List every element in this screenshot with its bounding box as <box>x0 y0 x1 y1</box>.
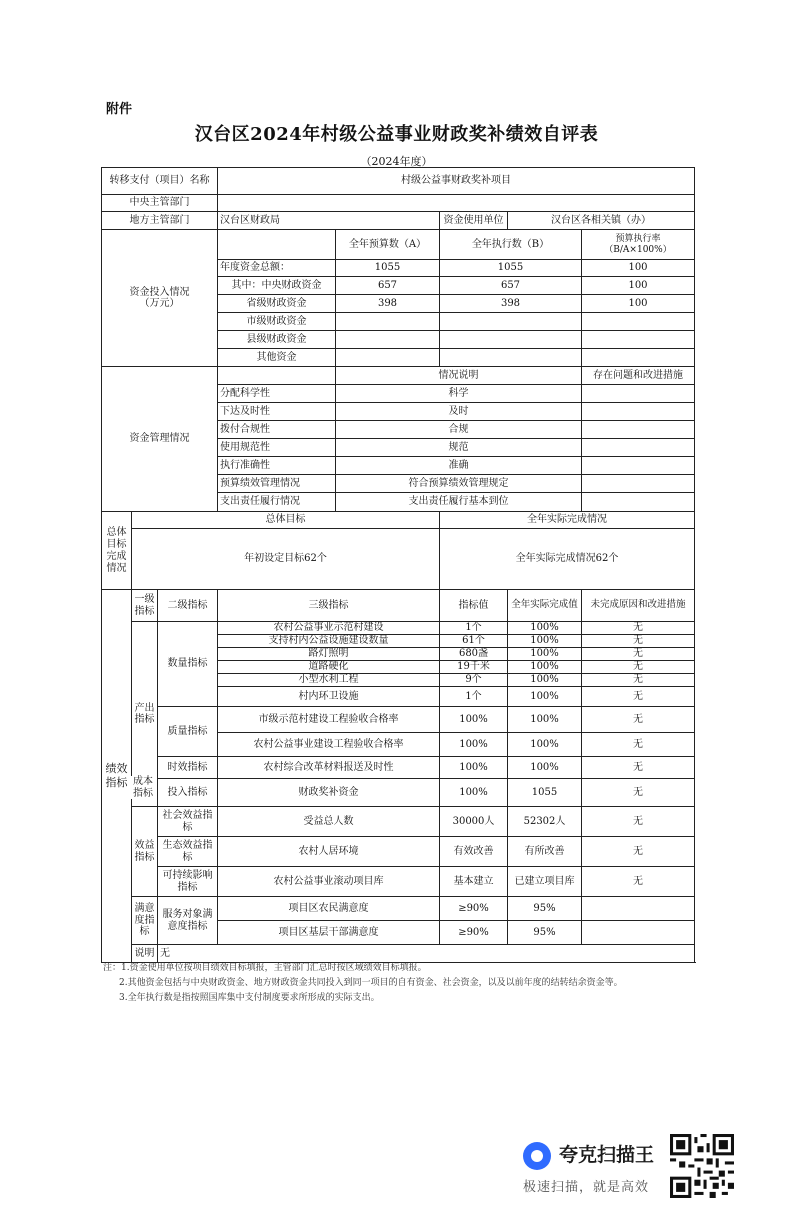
overall-actual-value: 全年实际完成情况62个 <box>440 529 695 590</box>
management-row-issue <box>582 403 695 421</box>
indicator-actual: 100% <box>508 687 582 707</box>
funding-row-rate: 100 <box>582 277 695 295</box>
indicator-actual: 95% <box>508 921 582 945</box>
indicator-actual: 100% <box>508 674 582 687</box>
indicator-reason: 无 <box>582 837 695 867</box>
management-row-issue <box>582 457 695 475</box>
management-row-name: 分配科学性 <box>218 385 336 403</box>
management-row-issue <box>582 421 695 439</box>
management-row-desc: 支出责任履行基本到位 <box>336 493 582 512</box>
management-row-name: 拨付合规性 <box>218 421 336 439</box>
funding-row-rate <box>582 313 695 331</box>
indicator-name: 农村人居环境 <box>218 837 440 867</box>
management-header-blank <box>218 367 336 385</box>
local-dept-value: 汉台区财政局 <box>218 212 440 230</box>
management-row-desc: 符合预算绩效管理规定 <box>336 475 582 493</box>
header-actual: 全年实际完成值 <box>508 590 582 622</box>
indicator-name: 农村公益事业示范村建设 <box>218 622 440 635</box>
funding-row-exec <box>440 313 582 331</box>
indicator-value: 100% <box>440 757 508 779</box>
indicator-value: 680盏 <box>440 648 508 661</box>
quality-label: 质量指标 <box>158 707 218 757</box>
cost-label: 成本指标 <box>133 776 153 799</box>
sustain-label: 可持续影响指标 <box>158 867 218 897</box>
indicator-actual: 100% <box>508 661 582 674</box>
indicator-reason: 无 <box>582 635 695 648</box>
indicator-name: 农村公益事业建设工程验收合格率 <box>218 733 440 757</box>
brand-slogan: 极速扫描，就是高效 <box>523 1180 650 1195</box>
indicator-name: 市级示范村建设工程验收合格率 <box>218 707 440 733</box>
indicator-reason: 无 <box>582 622 695 635</box>
evaluation-table <box>101 167 695 963</box>
funding-label: 资金投入情况 （万元） <box>102 230 218 367</box>
year-label: （2024年度） <box>360 155 433 168</box>
indicator-name: 财政奖补资金 <box>218 779 440 807</box>
funding-row-exec <box>440 349 582 367</box>
brand-name: 夸克扫描王 <box>559 1144 655 1166</box>
indicator-reason: 无 <box>582 757 695 779</box>
management-col-desc: 情况说明 <box>336 367 582 385</box>
funding-row-name: 其中：中央财政资金 <box>218 277 336 295</box>
indicator-name: 道路硬化 <box>218 661 440 674</box>
indicator-value: ≥90% <box>440 897 508 921</box>
funding-row-rate: 100 <box>582 295 695 313</box>
management-row-name: 使用规范性 <box>218 439 336 457</box>
indicator-value: 基本建立 <box>440 867 508 897</box>
remark-value: 无 <box>158 945 695 963</box>
fund-unit-value: 汉台区各相关镇（办） <box>508 212 695 230</box>
social-label: 社会效益指标 <box>158 807 218 837</box>
indicator-value: 100% <box>440 733 508 757</box>
project-name-label: 转移支付（项目）名称 <box>102 168 218 195</box>
indicator-reason: 无 <box>582 661 695 674</box>
indicator-value: 有效改善 <box>440 837 508 867</box>
qr-code-icon <box>670 1134 734 1198</box>
footnote: 注：1.资金使用单位按项目绩效目标填报，主管部门汇总时按区域绩效目标填报。 <box>103 963 427 973</box>
header-level1: 一级指标 <box>132 590 158 622</box>
funding-row-budget: 657 <box>336 277 440 295</box>
management-row-desc: 及时 <box>336 403 582 421</box>
remark-label: 说明 <box>132 945 158 963</box>
indicator-reason: 无 <box>582 707 695 733</box>
indicator-reason: 无 <box>582 867 695 897</box>
indicator-name: 项目区基层干部满意度 <box>218 921 440 945</box>
satisfaction-label: 满意度指标 <box>132 897 158 945</box>
funding-row-exec: 398 <box>440 295 582 313</box>
indicator-actual: 100% <box>508 757 582 779</box>
page-title: 汉台区2024年村级公益事业财政奖补绩效自评表 <box>194 124 599 145</box>
benefit-label: 效益指标 <box>132 807 158 897</box>
funding-col-budget: 全年预算数（A） <box>336 230 440 260</box>
management-row-desc: 规范 <box>336 439 582 457</box>
central-dept-value <box>218 195 695 212</box>
funding-row-exec <box>440 331 582 349</box>
indicator-reason: 无 <box>582 733 695 757</box>
indicator-reason <box>582 897 695 921</box>
indicator-name: 农村公益事业滚动项目库 <box>218 867 440 897</box>
funding-row-budget <box>336 313 440 331</box>
indicator-value: 100% <box>440 779 508 807</box>
overall-col-actual: 全年实际完成情况 <box>440 512 695 529</box>
funding-header-blank <box>218 230 336 260</box>
indicator-value: 1个 <box>440 687 508 707</box>
management-row-issue <box>582 385 695 403</box>
quark-logo-icon <box>523 1142 551 1170</box>
indicator-name: 支持村内公益设施建设数量 <box>218 635 440 648</box>
indicator-value: 1个 <box>440 622 508 635</box>
indicator-name: 项目区农民满意度 <box>218 897 440 921</box>
funding-col-exec: 全年执行数（B） <box>440 230 582 260</box>
funding-row-budget: 398 <box>336 295 440 313</box>
performance-label: 绩效指标 <box>102 590 132 963</box>
service-label: 服务对象满意度指标 <box>158 897 218 945</box>
management-row-issue <box>582 493 695 512</box>
funding-row-rate: 100 <box>582 260 695 277</box>
indicator-value: 19千米 <box>440 661 508 674</box>
management-row-name: 执行准确性 <box>218 457 336 475</box>
quantity-label: 数量指标 <box>158 622 218 707</box>
indicator-value: 30000人 <box>440 807 508 837</box>
indicator-actual: 100% <box>508 635 582 648</box>
management-label: 资金管理情况 <box>102 367 218 512</box>
indicator-name: 村内环卫设施 <box>218 687 440 707</box>
eco-label: 生态效益指标 <box>158 837 218 867</box>
management-row-name: 支出责任履行情况 <box>218 493 336 512</box>
indicator-actual: 有所改善 <box>508 837 582 867</box>
header-value: 指标值 <box>440 590 508 622</box>
attachment-label: 附件 <box>106 102 133 117</box>
management-col-issue: 存在问题和改进措施 <box>582 367 695 385</box>
output-label: 产出指标 <box>132 622 158 807</box>
central-dept-label: 中央主管部门 <box>102 195 218 212</box>
indicator-reason: 无 <box>582 648 695 661</box>
indicator-name: 路灯照明 <box>218 648 440 661</box>
indicator-actual: 100% <box>508 648 582 661</box>
fund-unit-label: 资金使用单位 <box>440 212 508 230</box>
indicator-actual: 已建立项目库 <box>508 867 582 897</box>
management-row-name: 预算绩效管理情况 <box>218 475 336 493</box>
indicator-reason: 无 <box>582 687 695 707</box>
indicator-actual: 100% <box>508 622 582 635</box>
indicator-reason: 无 <box>582 674 695 687</box>
indicator-actual: 1055 <box>508 779 582 807</box>
funding-row-name: 县级财政资金 <box>218 331 336 349</box>
management-row-issue <box>582 475 695 493</box>
funding-row-rate <box>582 331 695 349</box>
indicator-reason: 无 <box>582 779 695 807</box>
input-label: 投入指标 <box>158 779 218 807</box>
indicator-actual: 100% <box>508 733 582 757</box>
indicator-value: 9个 <box>440 674 508 687</box>
indicator-reason <box>582 921 695 945</box>
overall-label: 总体目标完成情况 <box>102 512 132 590</box>
indicator-reason: 无 <box>582 807 695 837</box>
overall-col-goal: 总体目标 <box>132 512 440 529</box>
indicator-value: ≥90% <box>440 921 508 945</box>
local-dept-label: 地方主管部门 <box>102 212 218 230</box>
footnote: 2.其他资金包括与中央财政资金、地方财政资金共同投入到同一项目的自有资金、社会资金，以及以前年度的结转结余资金等。 <box>119 977 623 988</box>
overall-goal-value: 年初设定目标62个 <box>132 529 440 590</box>
funding-row-budget <box>336 349 440 367</box>
management-row-name: 下达及时性 <box>218 403 336 421</box>
indicator-name: 农村综合改革材料报送及时性 <box>218 757 440 779</box>
indicator-value: 100% <box>440 707 508 733</box>
funding-row-name: 市级财政资金 <box>218 313 336 331</box>
indicator-name: 受益总人数 <box>218 807 440 837</box>
indicator-value: 61个 <box>440 635 508 648</box>
funding-row-name: 其他资金 <box>218 349 336 367</box>
timeliness-label: 时效指标 <box>158 757 218 779</box>
indicator-actual: 52302人 <box>508 807 582 837</box>
indicator-name: 小型水利工程 <box>218 674 440 687</box>
management-row-desc: 合规 <box>336 421 582 439</box>
management-row-desc: 准确 <box>336 457 582 475</box>
funding-row-exec: 657 <box>440 277 582 295</box>
indicator-actual: 95% <box>508 897 582 921</box>
funding-col-rate: 预算执行率 （B/A×100%） <box>582 230 695 260</box>
funding-row-budget <box>336 331 440 349</box>
funding-row-name: 年度资金总额： <box>218 260 336 277</box>
header-level3: 三级指标 <box>218 590 440 622</box>
funding-row-budget: 1055 <box>336 260 440 277</box>
indicator-actual: 100% <box>508 707 582 733</box>
funding-row-rate <box>582 349 695 367</box>
footnote: 3.全年执行数是指按照国库集中支付制度要求所形成的实际支出。 <box>119 992 380 1003</box>
footnotes <box>103 962 693 1007</box>
management-row-desc: 科学 <box>336 385 582 403</box>
header-level2: 二级指标 <box>158 590 218 622</box>
management-row-issue <box>582 439 695 457</box>
funding-row-name: 省级财政资金 <box>218 295 336 313</box>
project-name-value: 村级公益事财政奖补项目 <box>218 168 695 195</box>
header-reason: 未完成原因和改进措施 <box>582 590 695 622</box>
funding-row-exec: 1055 <box>440 260 582 277</box>
